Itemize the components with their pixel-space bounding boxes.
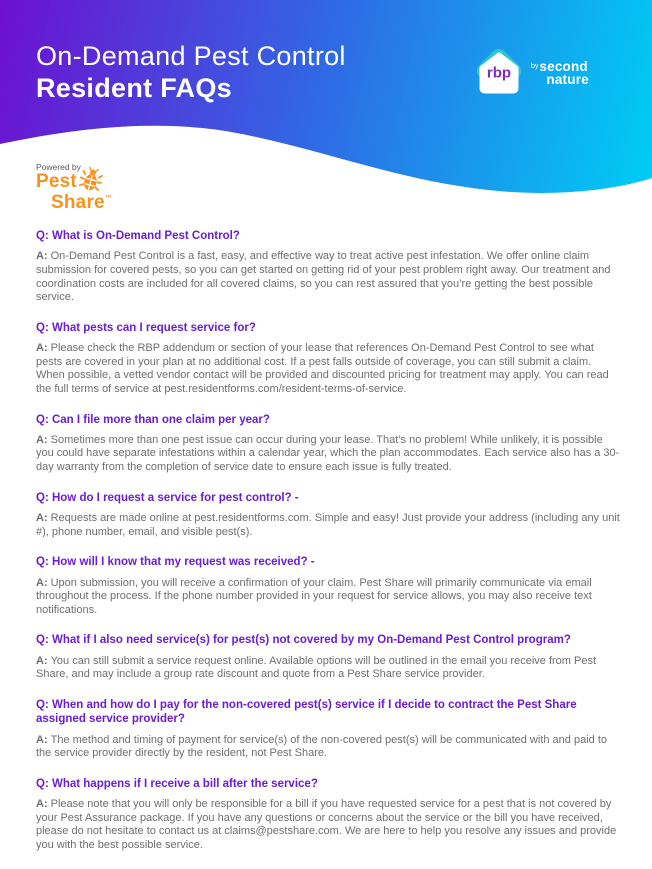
header-titles (36, 40, 346, 106)
powered-by-label: Powered by (36, 162, 81, 172)
rbp-logo (472, 44, 589, 98)
answer-text: On-Demand Pest Control is a fast, easy, and effective way to treat active pest infestation. We offer online claim submission for covered pests, so you can get started on getting rid of your pest problem right away. Our treatment and coordination costs are included for all covered claims, so you can rest assured that you’re getting the best possible service. (36, 250, 611, 304)
faq-question: Q: How will I know that my request was received? - (36, 556, 315, 569)
faq-answer (36, 798, 620, 852)
faq-question: Q: What happens if I receive a bill after the service? (36, 777, 318, 790)
faq-answer (36, 734, 620, 761)
faq-question: Q: What is On-Demand Pest Control? (36, 230, 240, 242)
faq-item-4 (36, 491, 620, 540)
faq-item-6 (36, 633, 620, 682)
faq-answer (36, 577, 620, 618)
answer-prefix: A: (36, 798, 48, 811)
faq-question: Q: What pests can I request service for? (36, 321, 256, 334)
pestshare-word-share: Share (51, 192, 105, 213)
answer-text: Requests are made online at pest.residentforms.com. Simple and easy! Just provide your address (including any unit #), phone number, email, and visible pest(s). (36, 512, 620, 538)
answer-text: Please note that you will only be responsible for a bill if you have requested service for a pest that is not covered by your Pest Assurance package. If you have any questions or concerns about the service or the bill you have received, please do not hesitate to contact us at claims@pestshare.com. We are here to help you resolve any issues and provide you with the best possible service. (36, 798, 617, 852)
answer-text: You can still submit a service request online. Available options will be outlined in the email you receive from Pest Share, and may include a group rate discount and quote from a Pest Share service provider. (36, 654, 597, 681)
page-subtitle: Resident FAQs (36, 73, 232, 104)
faq-item-1 (36, 229, 620, 305)
second-nature-wordmark (531, 61, 589, 86)
faq-answer (36, 512, 620, 539)
faq-item-3 (36, 413, 620, 475)
answer-text: Upon submission, you will receive a confirmation of your claim. Pest Share will primarily communicate via email throughout the process. If the phone number provided in your request for service allows, you may also receive text notifications. (36, 576, 592, 616)
faq-answer (36, 655, 620, 682)
answer-prefix: A: (36, 512, 48, 525)
answer-prefix: A: (36, 654, 48, 667)
answer-text: Sometimes more than one pest issue can occur during your lease. That’s no problem! While unlikely, it is possible you could have separate infestations within a calendar year, which the plan accommodates. Each service also has a 30-day warranty from the completion of service date to ensure each issue is fully treated. (36, 433, 620, 474)
pestshare-word-pest: Pest (36, 171, 77, 192)
faq-question: Q: Can I file more than one claim per year? (36, 413, 270, 426)
by-label: by (531, 63, 539, 71)
rbp-house-badge-icon (472, 44, 526, 98)
answer-prefix: A: (36, 342, 48, 355)
answer-prefix: A: (36, 576, 48, 589)
faq-question: Q: How do I request a service for pest control? - (36, 491, 299, 504)
second-nature-line2: nature (546, 72, 589, 87)
faq-item-5 (36, 555, 620, 617)
answer-prefix: A: (36, 250, 48, 263)
faq-answer (36, 250, 620, 304)
faq-item-7 (36, 698, 620, 761)
faq-answer (36, 434, 620, 475)
trademark-symbol: ™ (104, 195, 112, 202)
answer-prefix: A: (36, 433, 48, 446)
faq-question: Q: When and how do I pay for the non-covered pest(s) service if I decide to contract the Pest Share assigned service provider? (36, 698, 577, 726)
faq-item-8 (36, 777, 620, 853)
answer-text: The method and timing of payment for service(s) of the non-covered pest(s) will be communicated with and paid to the service provider directly by the resident, not Pest Share. (36, 733, 607, 760)
answer-text: Please check the RBP addendum or section of your lease that references On-Demand Pest Control to see what pests are covered in your plan at no additional cost. If a pest falls outside of coverage, you can still submit a claim. When possible, a vetted vendor contact will be provided and discounted pricing for treatment may apply. You can read the full terms of service at pest.residentforms.com/resident-terms-of-service. (36, 342, 609, 395)
pestshare-logo (36, 162, 112, 212)
second-nature-line1: second (539, 59, 588, 75)
answer-prefix: A: (36, 733, 48, 746)
page-title: On-Demand Pest Control (36, 41, 346, 71)
faq-answer (36, 342, 620, 396)
faq-list (36, 229, 620, 869)
beetle-icon (79, 166, 103, 194)
rbp-badge-text: rbp (486, 64, 512, 82)
faq-question: Q: What if I also need service(s) for pest(s) not covered by my On-Demand Pest Control program? (36, 634, 571, 647)
faq-item-2 (36, 321, 620, 397)
